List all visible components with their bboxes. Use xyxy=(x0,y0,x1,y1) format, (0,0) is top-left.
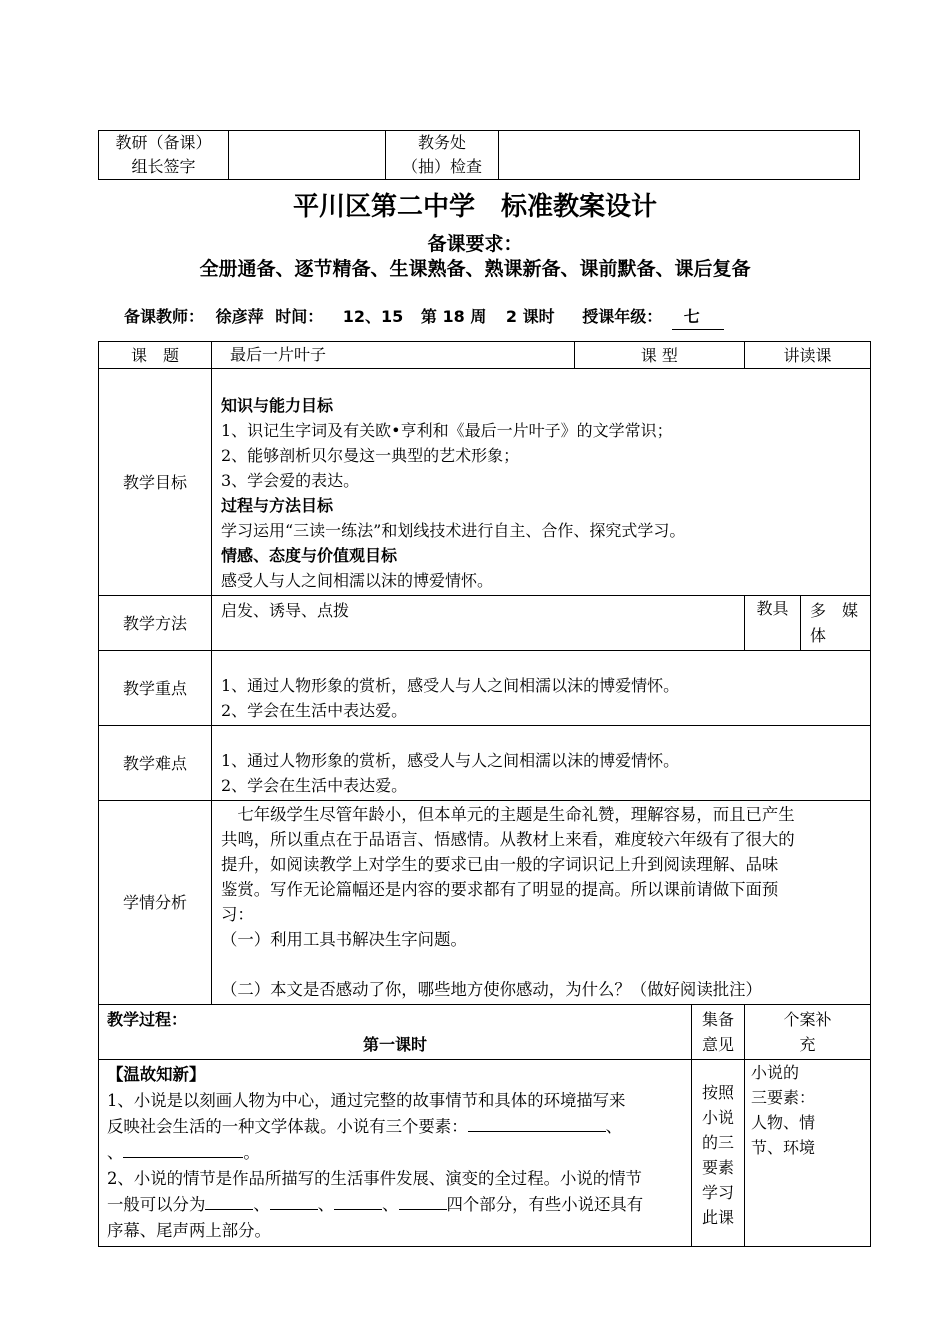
blank-field[interactable] xyxy=(399,1193,447,1210)
review-heading: 【温故知新】 xyxy=(107,1065,206,1084)
page-title: 平川区第二中学 标准教案设计 xyxy=(292,192,657,222)
goals-heading-process: 过程与方法目标 xyxy=(221,496,334,515)
goals-line: 感受人与人之间相濡以沫的博爱情怀。 xyxy=(221,571,494,590)
goals-line: 3、学会爱的表达。 xyxy=(221,471,360,490)
process-header xyxy=(99,1005,692,1060)
collective-prep-note: 按照 小说 的三 要素 学习 此课 xyxy=(691,1060,744,1247)
hours-value: 2 课时 xyxy=(505,307,555,326)
type-label: 课 型 xyxy=(574,342,744,369)
key-label: 教学重点 xyxy=(99,651,212,726)
grade-label: 授课年级： xyxy=(582,307,663,326)
process-label: 教学过程： xyxy=(107,1010,188,1029)
date-value: 12、15 xyxy=(342,307,404,326)
signoff-group-leader-label: 教研（备课） 组长签字 xyxy=(99,131,229,180)
goals-line: 学习运用“三读一练法”和划线技术进行自主、合作、探究式学习。 xyxy=(221,521,686,540)
lesson-plan-table xyxy=(98,341,871,1247)
difficulty-content: 1、通过人物形象的赏析，感受人与人之间相濡以沫的博爱情怀。 2、学会在生活中表达爱。 xyxy=(212,726,871,801)
method-value: 启发、诱导、点拨 xyxy=(212,596,745,651)
topic-value: 最后一片叶子 xyxy=(212,342,575,369)
lesson-meta xyxy=(124,305,724,331)
tools-label: 教具 xyxy=(745,596,801,651)
analysis-content: 七年级学生尽管年龄小，但本单元的主题是生命礼赞，理解容易，而且已产生 共鸣，所以重点在于品语言、悟感情。从教材上来看，难度较六年级有了很大的 提升，如阅读教学上对学生的要求已由一般的字词识记上升到阅读理解、品味 鉴赏。写作无论篇幅还是内容的要求都有了明显的提高。所以课前请做下面预 习： （一）利用工具书解决生字问题。 （二）本文是否感动了你，哪些地方使你感动，为什么？（做好阅读批注） xyxy=(212,801,871,1005)
goals-line: 1、识记生字词及有关欧•亨利和《最后一片叶子》的文学常识； xyxy=(221,421,673,440)
goals-heading-emotion: 情感、态度与价值观目标 xyxy=(221,546,398,565)
tools-value: 多 媒 体 xyxy=(801,596,871,651)
type-value: 讲读课 xyxy=(744,342,870,369)
blank-field[interactable] xyxy=(468,1115,606,1132)
signoff-office-field xyxy=(499,131,860,180)
analysis-label: 学情分析 xyxy=(99,801,212,1005)
week-value: 第 18 周 xyxy=(420,307,487,326)
signoff-office-label: 教务处 （抽）检查 xyxy=(386,131,499,180)
collective-prep-header: 集备 意见 xyxy=(691,1005,744,1060)
topic-label: 课 题 xyxy=(99,342,212,369)
requirement-label: 备课要求： xyxy=(427,233,523,255)
goals-content xyxy=(212,369,871,596)
process-content: 【温故知新】 1、小说是以刻画人物为中心，通过完整的故事情节和具体的环境描写来 反映社会生活的一种文学体裁。小说有三个要素： 、 、 。 2、小说的情节是作品所描写的生活事件发展、演变的全过程。小说的情节 一般可以分为 、 、 、 四个部分，有些小说还具有 序幕、尾声两上部分。 xyxy=(99,1060,692,1247)
teacher-name: 徐彦萍 xyxy=(215,307,264,326)
grade-value: 七 xyxy=(672,305,724,330)
teacher-label: 备课教师： xyxy=(124,307,205,326)
method-label: 教学方法 xyxy=(99,596,212,651)
goals-label: 教学目标 xyxy=(99,369,212,596)
difficulty-label: 教学难点 xyxy=(99,726,212,801)
signoff-group-leader-field xyxy=(229,131,386,180)
blank-field[interactable] xyxy=(205,1193,253,1210)
blank-field[interactable] xyxy=(334,1193,382,1210)
time-label: 时间： xyxy=(275,307,324,326)
goals-line: 2、能够剖析贝尔曼这一典型的艺术形象； xyxy=(221,446,520,465)
blank-field[interactable] xyxy=(123,1141,243,1158)
requirement-text: 全册通备、逐节精备、生课熟备、熟课新备、课前默备、课后复备 xyxy=(199,258,751,280)
custom-supplement-note: 小说的 三要素： 人物、情 节、环境 xyxy=(744,1060,870,1247)
custom-supplement-header: 个案补 充 xyxy=(744,1005,870,1060)
lesson-one-title: 第一课时 xyxy=(362,1035,427,1054)
key-content: 1、通过人物形象的赏析，感受人与人之间相濡以沫的博爱情怀。 2、学会在生活中表达爱。 xyxy=(212,651,871,726)
goals-heading-knowledge: 知识与能力目标 xyxy=(221,396,334,415)
signoff-table xyxy=(98,130,860,180)
blank-field[interactable] xyxy=(270,1193,318,1210)
